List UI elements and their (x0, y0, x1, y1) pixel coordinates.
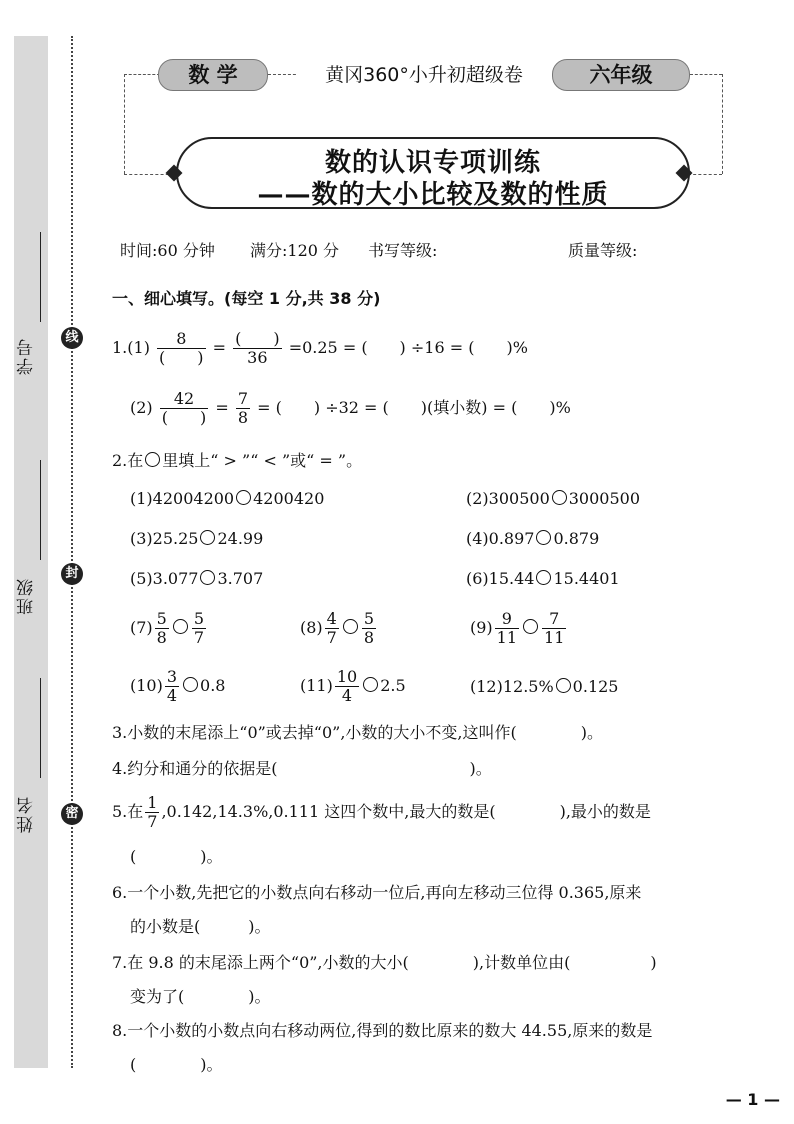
q1-tail: =0.25 = ( ) ÷16 = ( )% (288, 338, 528, 357)
compare-item-4: (4)0.897 0.879 (466, 529, 600, 548)
class-label: 班级 (17, 577, 37, 615)
page-number: — 1 — (725, 1090, 780, 1109)
answer-circle[interactable] (343, 619, 358, 634)
fraction: $\frac{( )}{36}$ (235, 329, 280, 367)
q1-p2-prefix: (2) (130, 398, 153, 417)
header-connector-right-bottom (688, 174, 722, 175)
circle-icon (145, 452, 160, 467)
page-title-line1: 数的认识专项训练 (324, 148, 541, 178)
fraction: $\frac{7}{8}$ (237, 389, 249, 427)
compare-item-5: (5)3.077 3.707 (130, 569, 264, 588)
compare-item-9: (9) $\frac{9}{11}$ $\frac{7}{11}$ (470, 609, 565, 647)
class-underline (40, 460, 41, 560)
quality-grade-label: 质量等级: (568, 241, 638, 260)
question-7-line-2: 变为了( )。 (130, 987, 271, 1006)
question-1-part-1: 1.(1) $\frac{8}{( )}$ = $\frac{( )}{36}$ =0.25 = ( ) ÷16 = ( )% (112, 329, 528, 367)
seal-seal-mark: 封 (61, 563, 83, 585)
answer-circle[interactable] (173, 619, 188, 634)
time-label: 时间:60 分钟 (120, 241, 215, 260)
name-underline (40, 678, 41, 778)
question-6-line-1: 6.一个小数,先把它的小数点向右移动一位后,再向左移动三位得 0.365,原来 (112, 883, 642, 902)
answer-circle[interactable] (523, 619, 538, 634)
writing-grade-label: 书写等级: (368, 241, 438, 260)
header-connector-left-top (124, 74, 160, 75)
header-connector-right (722, 74, 723, 174)
full-score-label: 满分:120 分 (250, 241, 340, 260)
question-5-line-2: ( )。 (130, 847, 223, 866)
answer-circle[interactable] (183, 677, 198, 692)
fraction: $\frac{3}{4}$ (166, 667, 178, 705)
question-2-stem: 2.在 里填上“ > ”“ < ”或“ = ”。 (112, 451, 363, 470)
question-3: 3.小数的末尾添上“0”或去掉“0”,小数的大小不变,这叫作( )。 (112, 723, 604, 742)
fraction: $\frac{10}{4}$ (336, 667, 358, 705)
fraction: $\frac{4}{7}$ (326, 609, 337, 647)
seal-secret-mark: 密 (61, 803, 83, 825)
answer-circle[interactable] (536, 570, 551, 585)
fraction: $\frac{5}{8}$ (156, 609, 167, 647)
student-id-label: 学号 (17, 337, 37, 375)
series-title: 黄冈360°小升初超级卷 (296, 60, 552, 87)
answer-circle[interactable] (552, 490, 567, 505)
answer-circle[interactable] (200, 530, 215, 545)
fraction: $\frac{5}{7}$ (193, 609, 205, 647)
answer-circle[interactable] (363, 677, 378, 692)
header-connector-right-top (690, 74, 722, 75)
question-4: 4.约分和通分的依据是( )。 (112, 759, 492, 778)
question-6-line-2: 的小数是( )。 (130, 917, 271, 936)
compare-item-7: (7) $\frac{5}{8}$ $\frac{5}{7}$ (130, 609, 205, 647)
fraction: $\frac{9}{11}$ (496, 609, 518, 647)
subject-badge: 数 学 (158, 59, 268, 91)
q1-tail2: = ( ) ÷32 = ( )(填小数) = ( )% (257, 398, 571, 417)
question-1-part-2: (2) $\frac{42}{( )}$ = $\frac{7}{8}$ = ( ) ÷32 = ( )(填小数) = ( )% (130, 389, 571, 427)
grade-badge: 六年级 (552, 59, 690, 91)
q1-prefix: 1.(1) (112, 338, 150, 357)
cut-line (71, 36, 73, 1068)
fraction: $\frac{42}{( )}$ (161, 389, 207, 427)
compare-item-2: (2)300500 3000500 (466, 489, 641, 508)
compare-item-11: (11) $\frac{10}{4}$ 2.5 (300, 667, 406, 705)
compare-item-3: (3)25.25 24.99 (130, 529, 264, 548)
answer-circle[interactable] (200, 570, 215, 585)
header-connector-left (124, 74, 125, 174)
student-id-underline (40, 232, 41, 322)
fraction: $\frac{5}{8}$ (363, 609, 375, 647)
compare-item-1: (1)42004200 4200420 (130, 489, 325, 508)
seal-line-mark: 线 (61, 327, 83, 349)
question-8-line-2: ( )。 (130, 1055, 223, 1074)
compare-item-8: (8) $\frac{4}{7}$ $\frac{5}{8}$ (300, 609, 375, 647)
compare-item-12: (12)12.5% 0.125 (470, 677, 619, 696)
section-1-title: 一、细心填写。(每空 1 分,共 38 分) (112, 289, 381, 308)
compare-item-10: (10) $\frac{3}{4}$ 0.8 (130, 667, 226, 705)
question-8-line-1: 8.一个小数的小数点向右移动两位,得到的数比原来的数大 44.55,原来的数是 (112, 1021, 653, 1040)
name-label: 姓名 (17, 795, 37, 833)
page-title-line2: ——数的大小比较及数的性质 (257, 180, 609, 210)
answer-circle[interactable] (536, 530, 551, 545)
fraction: $\frac{7}{11}$ (544, 609, 565, 647)
binding-strip (14, 36, 48, 1068)
fraction: $\frac{1}{7}$ (147, 793, 158, 831)
question-7-line-1: 7.在 9.8 的末尾添上两个“0”,小数的大小( ),计数单位由( ) (112, 953, 657, 972)
question-5-line-1: 5.在 $\frac{1}{7}$ ,0.142,14.3%,0.111 这四个数中,最大的数是( ),最小的数是 (112, 793, 651, 831)
answer-circle[interactable] (556, 678, 571, 693)
fraction: $\frac{8}{( )}$ (159, 329, 204, 367)
compare-item-6: (6)15.44 15.4401 (466, 569, 620, 588)
answer-circle[interactable] (236, 490, 251, 505)
